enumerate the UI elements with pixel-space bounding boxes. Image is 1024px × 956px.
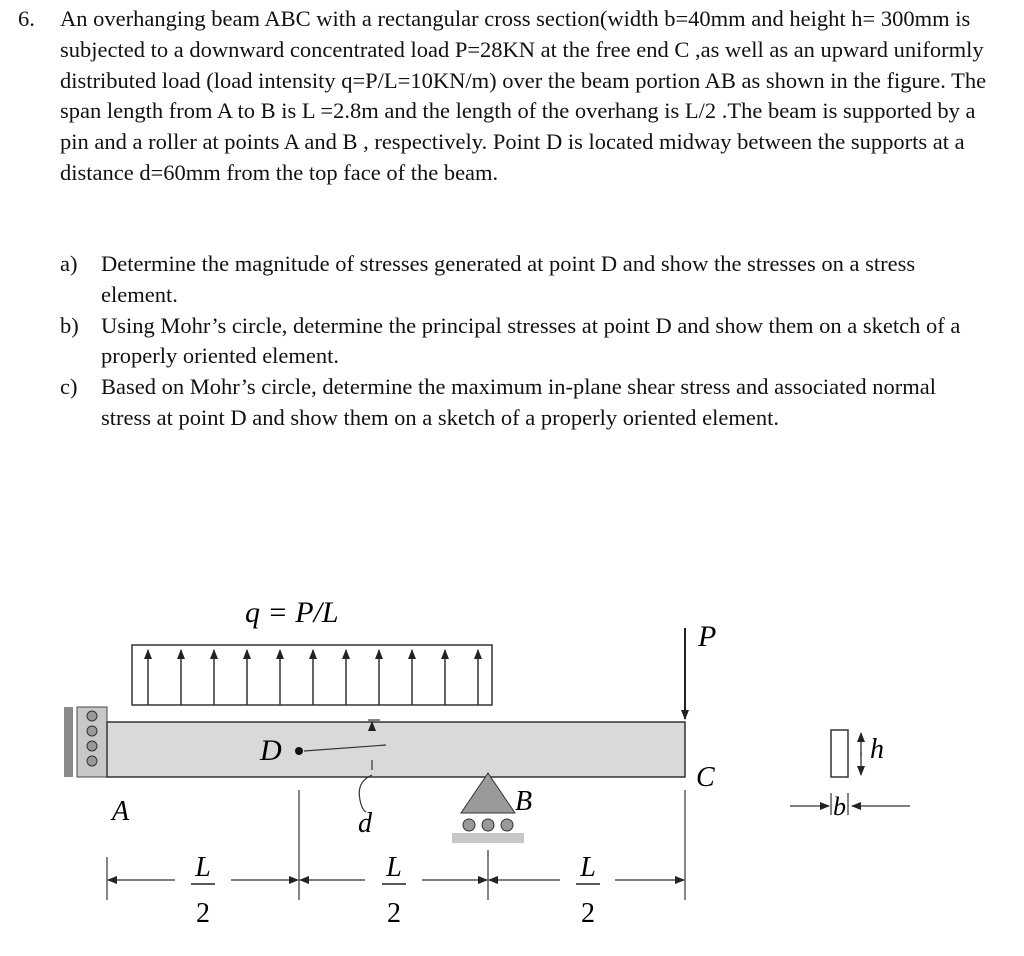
label-b-width: b xyxy=(833,792,846,821)
label-h: h xyxy=(870,734,884,765)
label-p: P xyxy=(698,620,717,653)
beam xyxy=(107,722,685,777)
dim-numerator: L xyxy=(195,852,211,883)
dim-denominator: 2 xyxy=(196,898,210,929)
label-d: D xyxy=(260,734,282,767)
part-label: a) xyxy=(60,251,78,276)
distributed-load xyxy=(132,645,492,705)
part-text: Determine the magnitude of stresses generated at point D and show the stresses on a stress element. xyxy=(101,251,916,307)
question-parts xyxy=(60,249,990,434)
part-b xyxy=(60,311,990,373)
problem-number: 6. xyxy=(18,6,35,31)
label-c: C xyxy=(696,762,715,793)
label-a: A xyxy=(112,796,130,827)
roller-support-b xyxy=(452,773,524,843)
load-label: q = P/L xyxy=(245,596,339,629)
point-d-marker xyxy=(295,747,303,755)
label-b: B xyxy=(515,786,533,817)
problem-statement: An overhanging beam ABC with a rectangular cross section(width b=40mm and height h= 300mm is subjected to a downward concentrated load P=28KN at the free end C ,as well as an upward uniformly distributed load (load intensity q=P/L=10KN/m) over the beam portion AB as shown in the figure. The span length from A to B is L =2.8m and the length of the overhang is L/2 .The beam is supported by a pin and a roller at points A and B , respectively. Point D is located midway between the supports at a distance d=60mm from the top face of the beam. xyxy=(60,6,987,185)
problem-6 xyxy=(18,4,1008,189)
dim-denominator: 2 xyxy=(387,898,401,929)
pin-support-a xyxy=(64,707,107,777)
dim-denominator: 2 xyxy=(581,898,595,929)
dimension-labels xyxy=(191,852,600,929)
dim-numerator: L xyxy=(580,852,596,883)
beam-figure xyxy=(0,560,1024,950)
part-text: Based on Mohr’s circle, determine the maximum in-plane shear stress and associated normal stress at point D and show them on a sketch of a properly oriented element. xyxy=(101,374,936,430)
part-c xyxy=(60,372,990,434)
part-label: c) xyxy=(60,374,78,400)
part-a xyxy=(60,249,990,311)
label-dist-d: d xyxy=(358,808,372,839)
part-text: Using Mohr’s circle, determine the principal stresses at point D and show them on a sketch of a properly oriented element. xyxy=(101,312,961,369)
cross-section xyxy=(790,730,910,821)
dim-numerator: L xyxy=(386,852,402,883)
part-label: b) xyxy=(60,312,79,338)
